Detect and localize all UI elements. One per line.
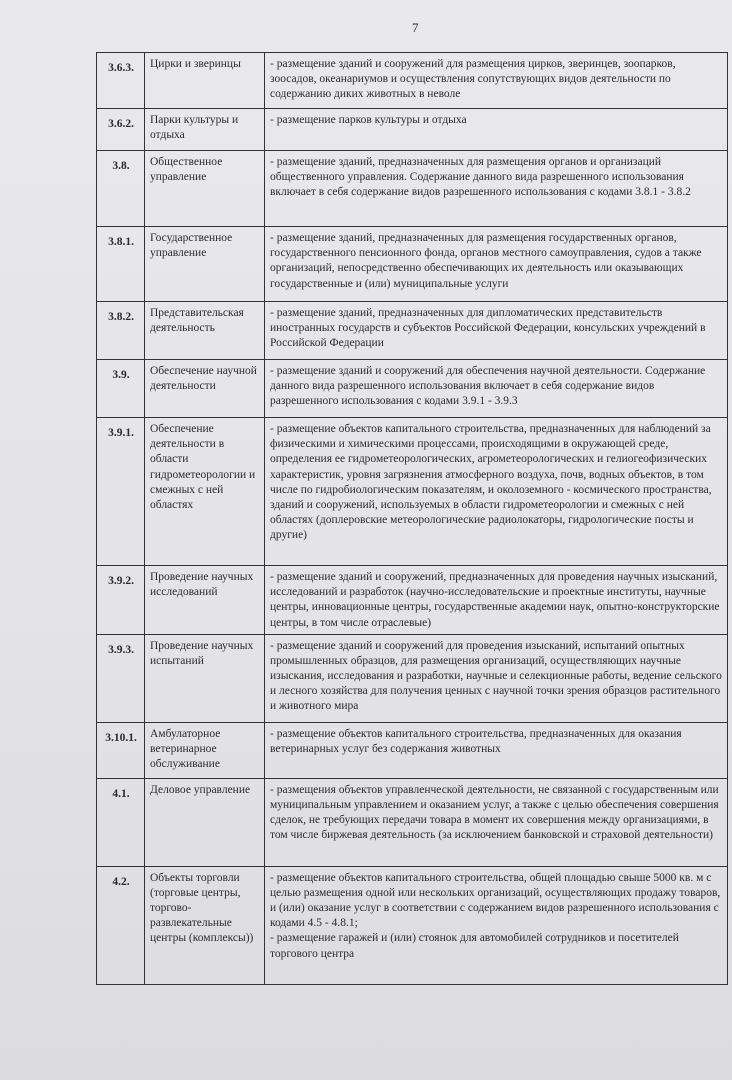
table-row bbox=[97, 360, 728, 418]
row-name: Обеспечение деятельности в области гидрометеорологии и смежных с ней областях bbox=[145, 418, 265, 566]
table-row bbox=[97, 634, 728, 722]
table-row bbox=[97, 53, 728, 109]
row-name: Общественное управление bbox=[145, 151, 265, 227]
row-name: Представительская деятельность bbox=[145, 302, 265, 360]
row-code: 3.9.1. bbox=[97, 418, 145, 566]
row-description: - размещение парков культуры и отдыха bbox=[265, 109, 728, 151]
row-name: Деловое управление bbox=[145, 778, 265, 866]
page-number: 7 bbox=[412, 20, 419, 35]
row-code: 4.2. bbox=[97, 866, 145, 984]
table-row bbox=[97, 866, 728, 984]
row-description: - размещение зданий, предназначенных для дипломатических представительств иностранных государств и субъектов Российской Федерации, консульских учреждений в Российской Федерации bbox=[265, 302, 728, 360]
table-row bbox=[97, 302, 728, 360]
row-description-continued: - размещение гаражей и (или) стоянок для автомобилей сотрудников и посетителей торгового центра bbox=[270, 932, 679, 960]
row-code: 3.6.3. bbox=[97, 53, 145, 109]
table-row bbox=[97, 722, 728, 778]
row-description: - размещение зданий и сооружений для проведения изысканий, испытаний опытных промышленных образцов, для размещения организаций, осуществляющих научные изыскания, исследования и разработки, научные и селекционные работы, ведение сельского и лесного хозяйства для получения ценных с научной точки зрения образцов растительного и животного мира bbox=[265, 634, 728, 722]
row-code: 3.9.3. bbox=[97, 634, 145, 722]
row-description: - размещение зданий и сооружений, предназначенных для проведения научных изысканий, исследований и разработок (научно-исследовательские и проектные институты, научные центры, инновационные центры, государственные академии наук, опытно-конструкторские центры, в том числе отраслевые) bbox=[265, 566, 728, 635]
row-description: - размещение зданий, предназначенных для размещения государственных органов, государственного пенсионного фонда, органов местного самоуправления, судов а также организаций, непосредственно обеспечивающих их деятельность или оказывающих государственные и (или) муниципальные услуги bbox=[265, 227, 728, 302]
row-name: Обеспечение научной деятельности bbox=[145, 360, 265, 418]
row-code: 4.1. bbox=[97, 778, 145, 866]
row-name: Парки культуры и отдыха bbox=[145, 109, 265, 151]
row-description: - размещение объектов капитального строительства, предназначенных для наблюдений за физическими и химическими процессами, происходящими в окружающей среде, определения ее гидрометеорологических, агрометеорологических и гелиогеофизических характеристик, уровня загрязнения атмосферного воздуха, почв, водных объектов, в том числе по гидробиологическим показателям, и околоземного - космического пространства, зданий и сооружений, используемых в области гидрометеорологии и смежных с ней областях (доплеровские метеорологические радиолокаторы, гидрологические посты и другие) bbox=[265, 418, 728, 566]
row-description: - размещения объектов управленческой деятельности, не связанной с государственным или муниципальным управлением и оказанием услуг, а также с целью обеспечения совершения сделок, не требующих передачи товара в момент их совершения между организациями, в том числе биржевая деятельность (за исключением банковской и страховой деятельности) bbox=[265, 778, 728, 866]
row-name: Объекты торговли (торговые центры, торгово-развлекательные центры (комплексы)) bbox=[145, 866, 265, 984]
row-code: 3.9.2. bbox=[97, 566, 145, 635]
row-name: Проведение научных испытаний bbox=[145, 634, 265, 722]
row-code: 3.6.2. bbox=[97, 109, 145, 151]
table-row bbox=[97, 418, 728, 566]
row-description: - размещение объектов капитального строительства, предназначенных для оказания ветеринарных услуг без содержания животных bbox=[265, 722, 728, 778]
row-code: 3.10.1. bbox=[97, 722, 145, 778]
row-name: Цирки и зверинцы bbox=[145, 53, 265, 109]
table-row bbox=[97, 109, 728, 151]
row-code: 3.9. bbox=[97, 360, 145, 418]
row-code: 3.8. bbox=[97, 151, 145, 227]
table-row bbox=[97, 151, 728, 227]
land-use-table bbox=[96, 52, 728, 985]
row-name: Проведение научных исследований bbox=[145, 566, 265, 635]
table-row bbox=[97, 566, 728, 635]
row-name: Государственное управление bbox=[145, 227, 265, 302]
row-description: - размещение зданий, предназначенных для размещения органов и организаций общественного управления. Содержание данного вида разрешенного использования включает в себя содержание видов разрешенного использования с кодами 3.8.1 - 3.8.2 bbox=[265, 151, 728, 227]
table-row bbox=[97, 778, 728, 866]
row-code: 3.8.2. bbox=[97, 302, 145, 360]
row-description: - размещение зданий и сооружений для размещения цирков, зверинцев, зоопарков, зоосадов, океанариумов и осуществления сопутствующих видов деятельности по содержанию диких животных в неволе bbox=[265, 53, 728, 109]
row-description: - размещение зданий и сооружений для обеспечения научной деятельности. Содержание данного вида разрешенного использования включает в себя содержание видов разрешенного использования с кодами 3.9.1 - 3.9.3 bbox=[265, 360, 728, 418]
row-description-cell bbox=[265, 866, 728, 984]
row-description: - размещение объектов капитального строительства, общей площадью свыше 5000 кв. м с целью размещения одной или нескольких организаций, осуществляющих продажу товаров, и (или) оказание услуг в соответствии с содержанием видов разрешенного использования с кодами 4.5 - 4.8.1; bbox=[270, 871, 721, 930]
row-name: Амбулаторное ветеринарное обслуживание bbox=[145, 722, 265, 778]
row-code: 3.8.1. bbox=[97, 227, 145, 302]
table-row bbox=[97, 227, 728, 302]
